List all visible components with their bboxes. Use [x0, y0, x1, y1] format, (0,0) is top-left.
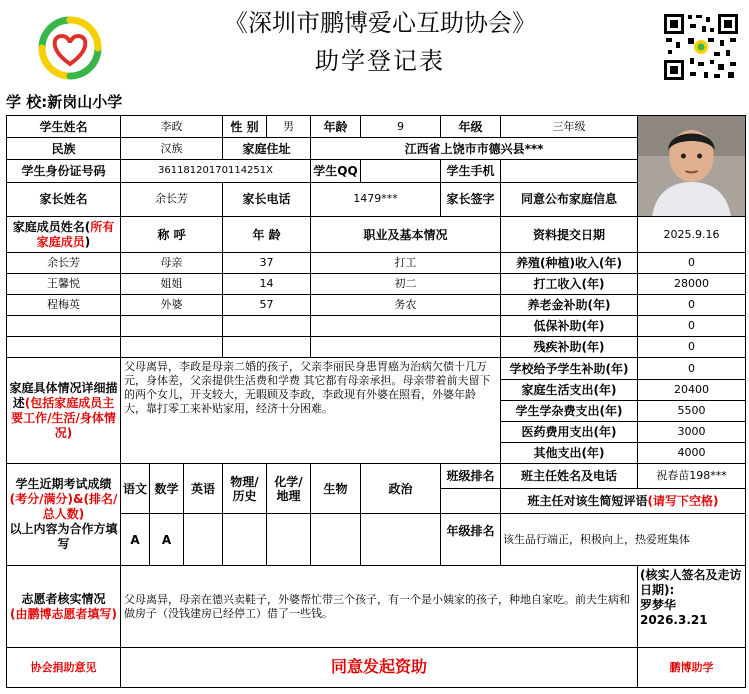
grade-rank-label: 年级排名 [441, 514, 501, 566]
qq-label: 学生QQ [311, 160, 361, 182]
score-cell: A [121, 514, 150, 566]
member-job-empty [311, 337, 501, 358]
student-phone-label: 学生手机 [441, 160, 501, 182]
exam-label: 学生近期考试成绩 (考分/满分)&(排名/总人数) 以上内容为合作方填写 [7, 464, 121, 566]
guardian-sign-label: 家长签字 [441, 182, 501, 216]
subject-header: 政治 [361, 464, 441, 514]
member-age: 57 [223, 295, 311, 316]
ethnicity-value: 汉族 [121, 138, 223, 160]
member-age: 14 [223, 274, 311, 295]
member-name-empty [7, 316, 121, 337]
verify-cell [638, 566, 746, 648]
qr-code-icon [662, 12, 740, 82]
school-line [6, 92, 122, 112]
student-photo [638, 116, 746, 217]
finance-label: 残疾补助(年) [501, 337, 638, 358]
consent-label: 同意公布家庭信息 [501, 182, 638, 216]
guardian-phone: 1479*** [311, 182, 441, 216]
member-job: 初二 [311, 274, 501, 295]
grade-label: 年级 [441, 116, 501, 138]
member-age: 37 [223, 253, 311, 274]
address-label: 家庭住址 [223, 138, 311, 160]
teacher-value: 祝春苗198*** [638, 464, 746, 489]
subject-header: 物理/历史 [223, 464, 267, 514]
finance-value: 0 [638, 316, 746, 337]
subject-header: 数学 [150, 464, 184, 514]
finance-label: 打工收入(年) [501, 274, 638, 295]
submit-date-label: 资料提交日期 [501, 217, 638, 253]
member-name-empty [7, 337, 121, 358]
student-name-label: 学生姓名 [7, 116, 121, 138]
verify-date: 2026.3.21 [640, 613, 708, 627]
member-name: 余长芳 [7, 253, 121, 274]
volunteer-text: 父母离异，母亲在德兴卖鞋子，外婆帮忙带三个孩子，有一个是小姨家的孩子，种地自家吃。前夫生病和做房子（没钱建房已经停工）借了一些钱。 [121, 566, 638, 648]
finance-value: 0 [638, 253, 746, 274]
comment-label: 班主任对该生简短评语(请写下空格) [501, 489, 746, 514]
finance-value: 0 [638, 295, 746, 316]
ethnicity-label: 民族 [7, 138, 121, 160]
teacher-label: 班主任姓名及电话 [501, 464, 638, 489]
class-rank-label: 班级排名 [441, 464, 501, 489]
subject-header: 英语 [184, 464, 223, 514]
opinion-value: 同意发起资助 [121, 648, 638, 688]
member-relation-empty [121, 316, 223, 337]
qq-value [361, 160, 441, 182]
verifier-name: 罗梦华 [640, 598, 677, 612]
age-col-header: 年 龄 [223, 217, 311, 253]
age-value: 9 [361, 116, 441, 138]
opinion-label: 协会捐助意见 [7, 648, 121, 688]
finance-value: 4000 [638, 443, 746, 464]
family-detail-text: 父母离异，李政是母亲二婚的孩子，父亲李丽民身患胃癌为治病欠债十几万元，身体差，父亲提供生活费和学费 其它都有母亲承担。母亲带着前夫留下的两个女儿，开支较大，无暇顾及李政，李政现有外婆在照看，外婆年龄大，靠打零工来补贴家用，经济十分困难。 [121, 358, 501, 464]
member-age-empty [223, 316, 311, 337]
guardian-phone-label: 家长电话 [223, 182, 311, 216]
finance-label: 其他支出(年) [501, 443, 638, 464]
registration-form-table [6, 115, 746, 688]
gender-label: 性 别 [223, 116, 267, 138]
score-cell [311, 514, 361, 566]
id-label: 学生身份证号码 [7, 160, 121, 182]
job-col-header: 职业及基本情况 [311, 217, 501, 253]
subject-header: 生物 [311, 464, 361, 514]
age-label: 年龄 [311, 116, 361, 138]
id-value: 36118120170114251X [121, 160, 311, 182]
member-name: 程梅英 [7, 295, 121, 316]
score-cell: A [150, 514, 184, 566]
member-age-empty [223, 337, 311, 358]
student-name: 李政 [121, 116, 223, 138]
finance-value: 28000 [638, 274, 746, 295]
relation-col-header: 称 呼 [121, 217, 223, 253]
volunteer-label: 志愿者核实情况 (由鹏博志愿者填写) [7, 566, 121, 648]
teacher-comment: 该生品行端正，积极向上，热爱班集体 [501, 514, 746, 566]
member-relation: 姐姐 [121, 274, 223, 295]
association-logo [30, 8, 110, 88]
finance-label: 医药费用支出(年) [501, 422, 638, 443]
member-job-empty [311, 316, 501, 337]
guardian-name-label: 家长姓名 [7, 182, 121, 216]
finance-label: 学校给予学生补助(年) [501, 358, 638, 380]
score-cell [361, 514, 441, 566]
school-label: 学 校: [6, 93, 48, 111]
member-name: 王馨悦 [7, 274, 121, 295]
gender-value: 男 [267, 116, 311, 138]
member-relation: 外婆 [121, 295, 223, 316]
member-relation: 母亲 [121, 253, 223, 274]
submit-date: 2025.9.16 [638, 217, 746, 253]
score-cell [223, 514, 267, 566]
finance-value: 5500 [638, 401, 746, 422]
member-relation-empty [121, 337, 223, 358]
school-name: 新岗山小学 [47, 93, 123, 111]
grade-value: 三年级 [501, 116, 638, 138]
members-label: 家庭成员姓名(所有家庭成员) [7, 217, 121, 253]
form-title: 《深圳市鹏博爱心互助协会》 [224, 9, 536, 37]
member-job: 打工 [311, 253, 501, 274]
brand-label: 鹏博助学 [638, 648, 746, 688]
guardian-name: 余长芳 [121, 182, 223, 216]
finance-label: 学生学杂费支出(年) [501, 401, 638, 422]
family-detail-label: 家庭具体情况详细描述(包括家庭成员主要工作/生活/身体情况) [7, 358, 121, 464]
finance-value: 0 [638, 337, 746, 358]
verify-label: (核实人签名及走访日期): [640, 568, 742, 597]
score-cell [267, 514, 311, 566]
form-subtitle: 助学登记表 [315, 47, 445, 75]
subject-header: 化学/地理 [267, 464, 311, 514]
finance-label: 养殖(种植)收入(年) [501, 253, 638, 274]
finance-value: 0 [638, 358, 746, 380]
finance-label: 低保补助(年) [501, 316, 638, 337]
member-job: 务农 [311, 295, 501, 316]
finance-label: 家庭生活支出(年) [501, 380, 638, 401]
subject-header: 语文 [121, 464, 150, 514]
address-value: 江西省上饶市市德兴县*** [311, 138, 638, 160]
finance-value: 20400 [638, 380, 746, 401]
student-phone-value [501, 160, 638, 182]
finance-value: 3000 [638, 422, 746, 443]
finance-label: 养老金补助(年) [501, 295, 638, 316]
score-cell [184, 514, 223, 566]
class-rank-value [441, 489, 501, 514]
